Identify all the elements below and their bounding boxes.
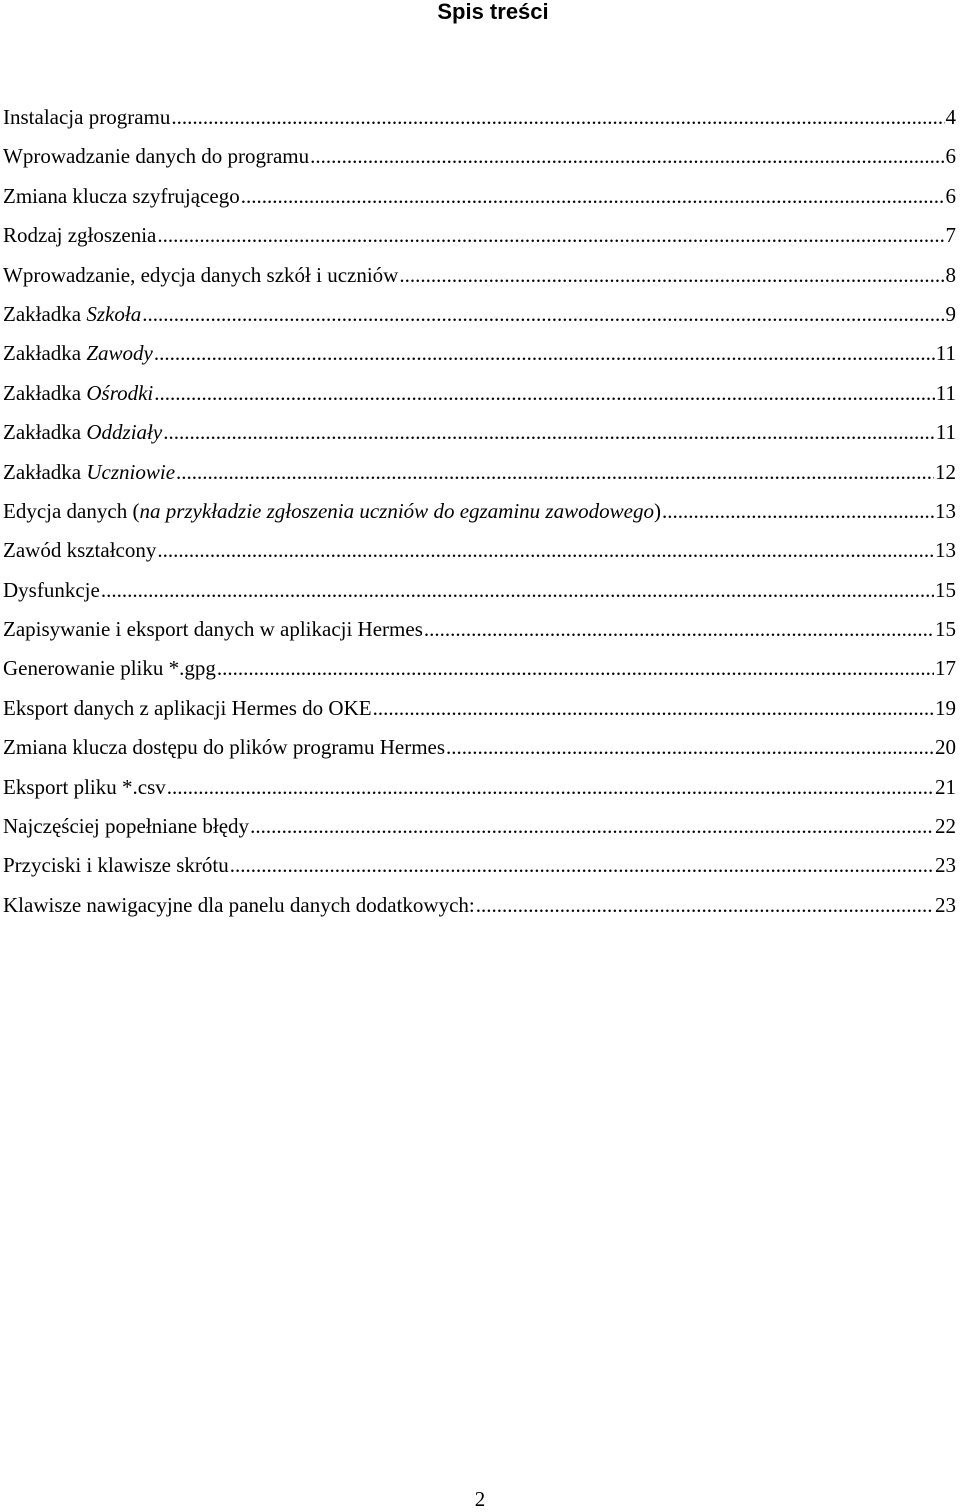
- toc-dot-leader: [154, 374, 935, 413]
- toc-entry-tail: ): [653, 498, 661, 523]
- toc-entry-page: 13: [935, 538, 956, 563]
- toc-dot-leader: [163, 413, 935, 452]
- toc-entry-page: 13: [935, 498, 956, 523]
- toc-entry[interactable]: [3, 453, 956, 492]
- toc-entry[interactable]: [3, 649, 956, 688]
- toc-entry[interactable]: [3, 846, 956, 885]
- toc-entry-text: Zakładka: [3, 341, 87, 366]
- toc-dot-leader: [250, 807, 934, 846]
- toc-entry-page: 6: [945, 144, 956, 169]
- toc-entry-text: Zakładka: [3, 420, 87, 445]
- toc-entry-text: Eksport pliku *.csv: [3, 774, 166, 799]
- toc-entry-label: [3, 846, 229, 885]
- toc-entry-page: 11: [935, 380, 956, 405]
- toc-entry-label: [3, 886, 475, 925]
- toc-entry-page: 8: [945, 262, 956, 287]
- toc-entry-label: [3, 807, 249, 846]
- toc-entry-label: [3, 492, 661, 531]
- toc-entry-text: Zakładka: [3, 380, 87, 405]
- toc-entry-page: 15: [935, 577, 956, 602]
- toc-entry-page: 22: [935, 814, 956, 839]
- toc-entry[interactable]: [3, 492, 956, 531]
- toc-dot-leader: [662, 492, 934, 531]
- toc-entry-page: 7: [945, 223, 956, 248]
- toc-entry-label: [3, 571, 100, 610]
- toc-entry-text: Edycja danych (: [3, 498, 140, 523]
- toc-entry-emphasis: Ośrodki: [86, 380, 154, 405]
- toc-entry-label: [3, 610, 423, 649]
- toc-entry-label: [3, 295, 141, 334]
- toc-entry-page: 4: [945, 105, 956, 129]
- toc-entry[interactable]: [3, 295, 956, 334]
- toc-dot-leader: [154, 334, 935, 373]
- toc-entry-text: Wprowadzanie danych do programu: [3, 144, 310, 169]
- toc-entry[interactable]: [3, 571, 956, 610]
- toc-entry[interactable]: [3, 374, 956, 413]
- toc-entry[interactable]: [3, 610, 956, 649]
- toc-entry-page: 19: [935, 695, 956, 720]
- toc-entry-page: 15: [935, 617, 956, 642]
- toc-entry-label: [3, 334, 153, 373]
- toc-entry[interactable]: [3, 177, 956, 216]
- toc-entry-page: 11: [935, 420, 956, 445]
- toc-entry-page: 9: [945, 301, 956, 326]
- toc-entry[interactable]: [3, 768, 956, 807]
- toc-entry-emphasis: Uczniowie: [86, 459, 176, 484]
- toc-entry-text: Eksport danych z aplikacji Hermes do OKE: [3, 695, 372, 720]
- toc-entry[interactable]: [3, 334, 956, 373]
- toc-entry-label: [3, 531, 156, 570]
- page-number: 2: [474, 1487, 486, 1511]
- toc-entry[interactable]: [3, 807, 956, 846]
- toc-entry-page: 6: [945, 183, 956, 208]
- toc-entry-page: 20: [935, 735, 956, 760]
- toc-dot-leader: [230, 846, 934, 885]
- toc-entry-text: Przyciski i klawisze skrótu: [3, 853, 229, 878]
- toc-entry-label: [3, 256, 398, 295]
- toc-entry-label: [3, 768, 166, 807]
- toc-entry-page: 21: [935, 774, 956, 799]
- toc-entry-label: [3, 649, 216, 688]
- toc-entry-label: [3, 413, 162, 452]
- toc-entry-emphasis: Oddziały: [86, 420, 163, 445]
- toc-entry-text: Wprowadzanie, edycja danych szkół i uczniów: [3, 262, 399, 287]
- toc-entry-label: [3, 689, 372, 728]
- toc-entry-emphasis: na przykładzie zgłoszenia uczniów do egzaminu zawodowego: [139, 498, 654, 523]
- toc-entry-text: Zmiana klucza szyfrującego: [3, 183, 240, 208]
- toc-entry-label: [3, 374, 153, 413]
- toc-dot-leader: [176, 453, 934, 492]
- table-of-contents: [3, 98, 956, 925]
- toc-dot-leader: [241, 177, 945, 216]
- toc-entry-text: Instalacja programu: [3, 105, 171, 129]
- toc-entry-text: Klawisze nawigacyjne dla panelu danych dodatkowych:: [3, 892, 475, 917]
- toc-entry-text: Rodzaj zgłoszenia: [3, 223, 157, 248]
- toc-entry-page: 17: [935, 656, 956, 681]
- toc-entry-page: 11: [935, 341, 956, 366]
- toc-dot-leader: [167, 768, 934, 807]
- toc-dot-leader: [424, 610, 934, 649]
- toc-entry-text: Zawód kształcony: [3, 538, 157, 563]
- toc-dot-leader: [373, 689, 934, 728]
- toc-entry[interactable]: [3, 531, 956, 570]
- toc-entry[interactable]: [3, 256, 956, 295]
- toc-entry-label: [3, 728, 445, 767]
- toc-entry-page: 12: [935, 459, 956, 484]
- toc-entry-label: [3, 453, 175, 492]
- toc-entry[interactable]: [3, 216, 956, 255]
- toc-entry-label: [3, 98, 170, 137]
- toc-entry-emphasis: Zawody: [86, 341, 153, 366]
- toc-entry-text: Dysfunkcje: [3, 577, 100, 602]
- toc-entry-label: [3, 216, 156, 255]
- toc-dot-leader: [157, 531, 934, 570]
- toc-dot-leader: [171, 98, 944, 137]
- toc-dot-leader: [476, 886, 934, 925]
- toc-entry[interactable]: [3, 728, 956, 767]
- page-title: Spis treści: [437, 0, 549, 24]
- toc-entry[interactable]: [3, 137, 956, 176]
- toc-dot-leader: [310, 137, 944, 176]
- toc-entry-emphasis: Szkoła: [86, 301, 142, 326]
- toc-entry[interactable]: [3, 98, 956, 137]
- toc-entry-text: Zakładka: [3, 301, 87, 326]
- toc-dot-leader: [399, 256, 944, 295]
- toc-dot-leader: [157, 216, 944, 255]
- toc-entry-text: Generowanie pliku *.gpg: [3, 656, 216, 681]
- toc-entry-label: [3, 137, 309, 176]
- toc-dot-leader: [446, 728, 934, 767]
- toc-entry[interactable]: [3, 689, 956, 728]
- toc-dot-leader: [142, 295, 944, 334]
- toc-entry-text: Zmiana klucza dostępu do plików programu Hermes: [3, 735, 446, 760]
- toc-entry-label: [3, 177, 240, 216]
- toc-entry-text: Zakładka: [3, 459, 87, 484]
- toc-entry-page: 23: [935, 892, 956, 917]
- toc-dot-leader: [101, 571, 934, 610]
- toc-entry-text: Zapisywanie i eksport danych w aplikacji Hermes: [3, 617, 423, 642]
- toc-dot-leader: [217, 649, 934, 688]
- toc-entry[interactable]: [3, 886, 956, 925]
- toc-entry-text: Najczęściej popełniane błędy: [3, 814, 250, 839]
- toc-entry-page: 23: [935, 853, 956, 878]
- toc-entry[interactable]: [3, 413, 956, 452]
